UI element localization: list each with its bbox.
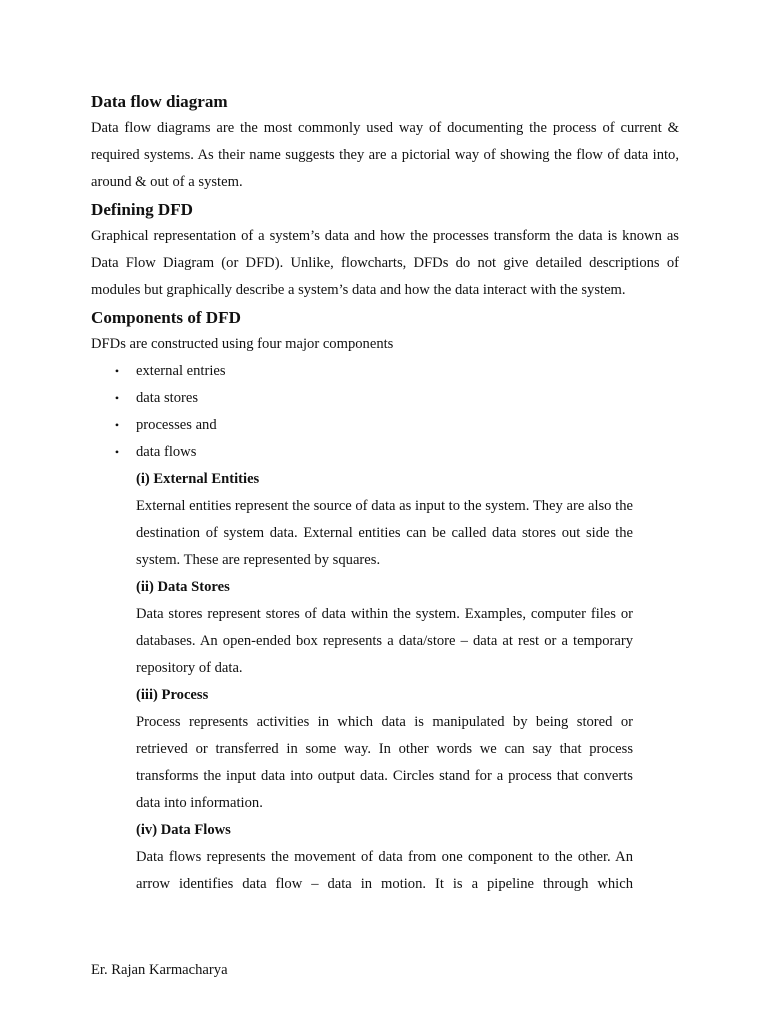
section-title: (ii) Data Stores [136,579,230,595]
section-title: (iii) Process [136,687,209,703]
list-item [91,385,679,412]
list-item [91,358,679,385]
list-item-label: processes and [136,417,217,433]
list-item [91,439,679,466]
section-process [136,682,633,817]
section-body: External entities represent the source of data as input to the system. They are also the destination of system data. External entities can be called data stores out side the system. These are represented by squares. [136,498,633,568]
heading-defining-dfd: Defining DFD [91,200,193,219]
section-title: (iv) Data Flows [136,822,231,838]
section-body: Data stores represent stores of data within the system. Examples, computer files or databases. An open-ended box represents a data/store – data at rest or a temporary repository of data. [136,606,633,676]
paragraph-components-intro: DFDs are constructed using four major components [91,336,394,352]
section-data-stores [136,574,633,682]
list-item [91,412,679,439]
section-body: Data flows represents the movement of data from one component to the other. An arrow identifies data flow – data in motion. It is a pipeline through which [136,849,633,892]
section-body: Process represents activities in which data is manipulated by being stored or retrieved or transferred in some way. In other words we can say that process transforms the input data into output data. Circles stand for a process that converts data into information. [136,714,633,811]
list-item-label: data stores [136,390,199,406]
heading-components-of-dfd: Components of DFD [91,308,241,327]
bullet-icon: • [114,364,120,378]
section-title: (i) External Entities [136,471,260,487]
components-list [91,358,679,466]
footer-author: Er. Rajan Karmacharya [91,962,228,978]
section-data-flows [136,817,633,898]
bullet-icon: • [114,445,120,459]
bullet-icon: • [114,391,120,405]
bullet-icon: • [114,418,120,432]
list-item-label: external entries [136,363,226,379]
document-page [91,88,679,898]
heading-data-flow-diagram: Data flow diagram [91,92,228,111]
paragraph-defining-dfd: Graphical representation of a system’s data and how the processes transform the data is known as Data Flow Diagram (or DFD). Unlike, flowcharts, DFDs do not give detailed descriptions of modules but graphically describe a system’s data and how the data interact with the system. [91,228,679,298]
section-external-entities [136,466,633,574]
list-item-label: data flows [136,444,197,460]
paragraph-dfd-intro: Data flow diagrams are the most commonly used way of documenting the process of current & required systems. As their name suggests they are a pictorial way of showing the flow of data into, around & out of a system. [91,120,679,190]
